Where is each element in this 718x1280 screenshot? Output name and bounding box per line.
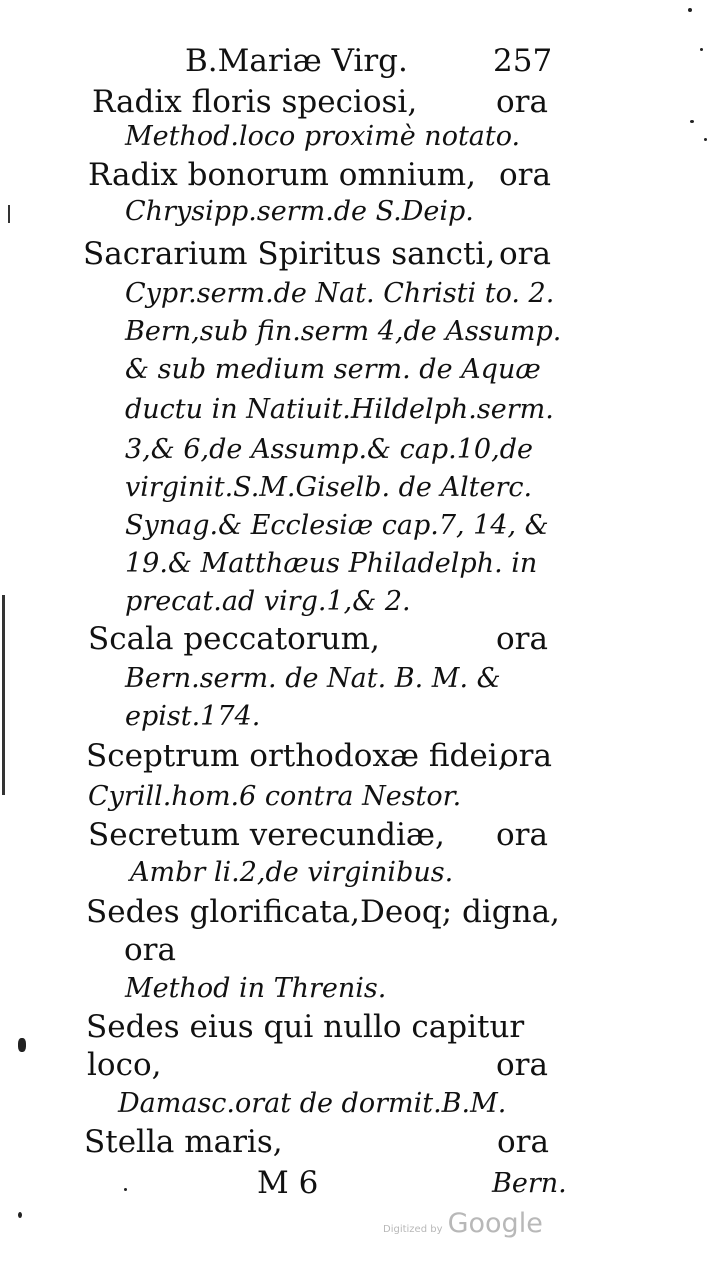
entry-citation: 19.& Matthæus Philadelph. in — [125, 548, 538, 579]
entry-title: Scala peccatorum, — [88, 621, 380, 657]
entry-title-continued: loco, — [87, 1047, 162, 1083]
entry-ora: ora — [496, 1047, 548, 1083]
entry-citation: precat.ad virg.1,& 2. — [125, 586, 411, 617]
entry-ora: ora — [497, 1124, 549, 1160]
entry-ora: ora — [496, 84, 548, 120]
entry-citation: Damasc.orat de dormit.B.M. — [118, 1088, 507, 1119]
entry-citation: Cypr.serm.de Nat. Christi to. 2. — [125, 278, 555, 309]
entry-citation: Bern.serm. de Nat. B. M. & — [125, 663, 501, 694]
digitized-by-google-watermark — [383, 1208, 543, 1239]
page-number: 257 — [493, 43, 553, 79]
entry-citation: virginit.S.M.Giselb. de Alterc. — [125, 472, 533, 503]
entry-citation: Ambr li.2,de virginibus. — [130, 857, 454, 888]
entry-citation: & sub medium serm. de Aquæ — [125, 354, 541, 385]
entry-title: Sacrarium Spiritus sancti, — [83, 236, 496, 272]
entry-citation: Chrysipp.serm.de S.Deip. — [125, 196, 474, 227]
catchword: Bern. — [492, 1168, 567, 1199]
left-margin-rule — [2, 595, 5, 795]
entry-title: Stella maris, — [84, 1124, 283, 1160]
speck — [704, 138, 707, 141]
speck — [690, 120, 694, 123]
google-logo-text: Google — [447, 1208, 543, 1239]
entry-citation: ductu in Natiuit.Hildelph.serm. — [125, 394, 554, 425]
running-title: B.Mariæ Virg. — [185, 43, 408, 79]
speck — [700, 48, 703, 51]
entry-ora: ora — [496, 817, 548, 853]
watermark-prefix: Digitized by — [383, 1224, 443, 1235]
entry-citation: Synag.& Ecclesiæ cap.7, 14, & — [125, 510, 549, 541]
entry-citation: 3,& 6,de Assump.& cap.10,de — [125, 434, 533, 465]
entry-ora: ora — [500, 738, 552, 774]
signature-mark: M 6 — [257, 1165, 319, 1201]
entry-title: Radix floris speciosi, — [92, 84, 418, 120]
entry-citation: Cyrill.hom.6 contra Nestor. — [88, 781, 462, 812]
entry-ora: ora — [499, 236, 551, 272]
entry-ora: ora — [124, 932, 176, 968]
entry-citation: Method in Threnis. — [125, 973, 387, 1004]
entry-ora: ora — [496, 621, 548, 657]
entry-title: Sedes glorificata,Deoq; digna, — [86, 894, 560, 930]
entry-title: Radix bonorum omnium, — [88, 157, 476, 193]
entry-title: Secretum verecundiæ, — [88, 817, 445, 853]
speck — [688, 8, 692, 12]
entry-citation: epist.174. — [125, 701, 261, 732]
entry-citation: Method.loco proximè notato. — [125, 121, 521, 152]
entry-title: Sedes eius qui nullo capitur — [86, 1009, 525, 1045]
entry-ora: ora — [499, 157, 551, 193]
speck — [18, 1038, 26, 1052]
entry-citation: Bern,sub fin.serm 4,de Assump. — [125, 316, 562, 347]
speck — [18, 1212, 22, 1218]
entry-title: Sceptrum orthodoxæ fidei, — [86, 738, 508, 774]
left-margin-tick — [8, 205, 10, 223]
speck — [124, 1188, 127, 1191]
